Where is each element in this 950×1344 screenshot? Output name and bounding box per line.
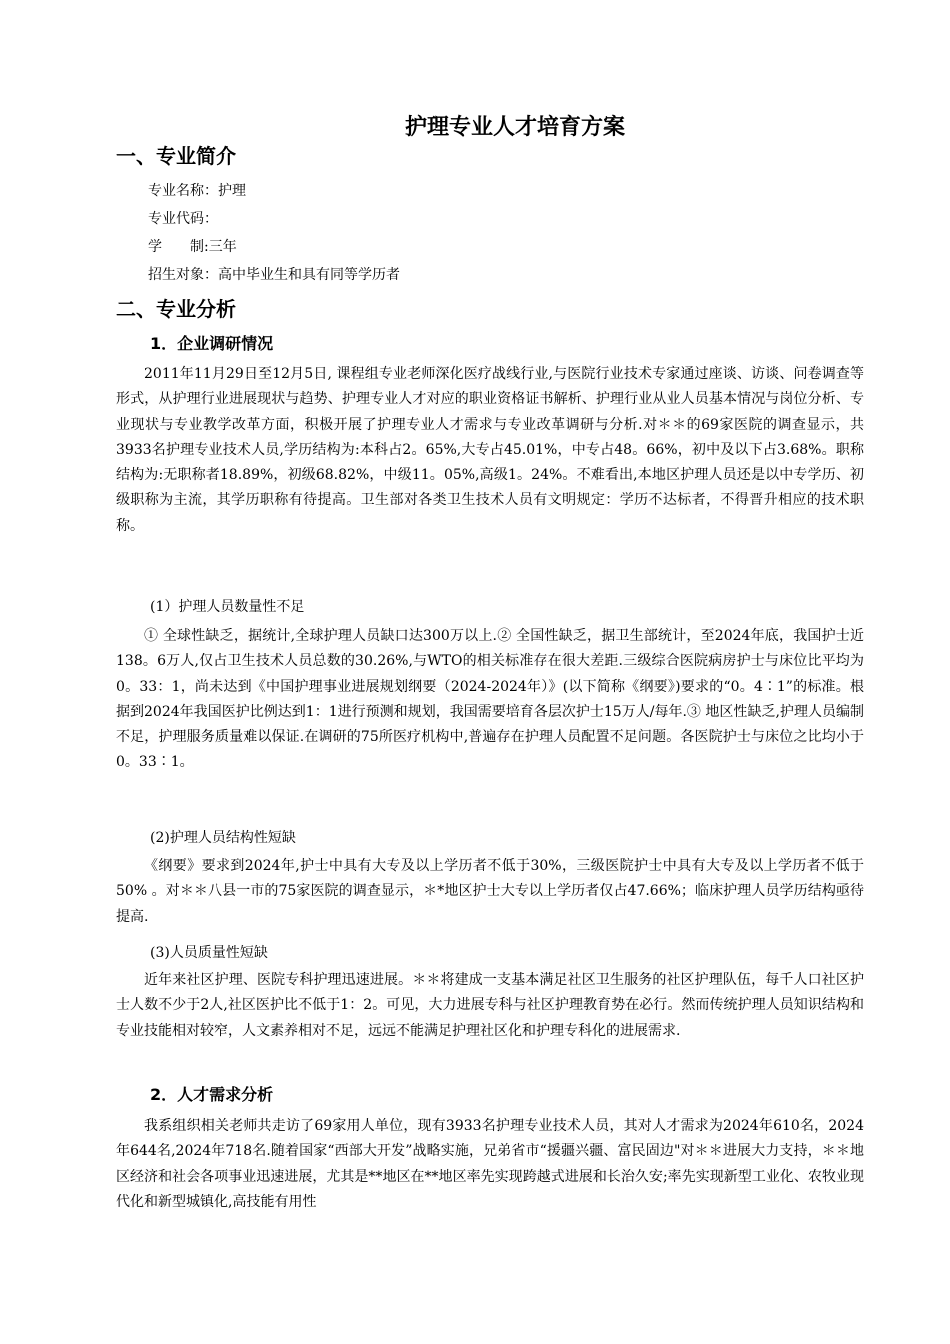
section-heading-analysis: 二、专业分析 bbox=[116, 297, 236, 321]
section-heading-intro: 一、专业简介 bbox=[116, 144, 236, 168]
document-title: 护理专业人才培育方案 bbox=[404, 115, 625, 140]
paragraph-structure: 《纲要》要求到2024年,护士中具有大专及以上学历者不低于30%，三级医院护士中具有大专及以上学历者不低于50% 。对＊＊八县一市的75家医院的调查显示，＊*地区护士大专以上学历者仅占47.66%；临床护理人员学历结构亟待提高. bbox=[116, 858, 864, 925]
subsection-heading-demand: 2．人才需求分析 bbox=[150, 1085, 274, 1104]
point-heading-structure: (2)护理人员结构性短缺 bbox=[150, 830, 296, 846]
enrollment-target: 招生对象：高中毕业生和具有同等学历者 bbox=[148, 267, 400, 283]
subsection-heading-survey: 1．企业调研情况 bbox=[150, 334, 274, 353]
point-heading-quality: (3)人员质量性短缺 bbox=[150, 945, 268, 961]
paragraph-demand: 我系组织相关老师共走访了69家用人单位，现有3933名护理专业技术人员，其对人才需求为2024年610名，2024年644名,2024年718名.随着国家“西部大开发”战略实施，兄弟省市“援疆兴疆、富民固边"对＊＊进展大力支持，＊＊地区经济和社会各项事业迅速进展，尤其是**地区在**地区率先实现跨越式进展和长治久安;率先实现新型工业化、农牧业现代化和新型城镇化,高技能有用性 bbox=[116, 1118, 864, 1210]
paragraph-quantity: ① 全球性缺乏，据统计,全球护理人员缺口达300万以上.② 全国性缺乏，据卫生部统计，至2024年底，我国护士近138。6万人,仅占卫生技术人员总数的30.26%,与WTO的相关标准存在很大差距.三级综合医院病房护士与床位比平均为0。33：1，尚未达到《中国护理事业进展规划纲要（2024-2024年）》(以下简称《纲要》)要求的“0。4∶1”的标准。根据到2024年我国医护比例达到1：1进行预测和规划，我国需要培育各层次护士15万人/每年.③ 地区性缺乏,护理人员编制不足，护理服务质量难以保证.在调研的75所医疗机构中,普遍存在护理人员配置不足问题。各医院护士与床位之比均小于0。33∶1。 bbox=[116, 628, 864, 771]
paragraph-survey: 2011年11月29日至12月5日, 课程组专业老师深化医疗战线行业,与医院行业技术专家通过座谈、访谈、问卷调查等形式，从护理行业进展现状与趋势、护理专业人才对应的职业资格证书解析、护理行业从业人员基本情况与岗位分析、专业现状与专业教学改革方面，积极开展了护理专业人才需求与专业改革调研与分析.对＊＊的69家医院的调查显示，共3933名护理专业技术人员,学历结构为:本科占2。65%,大专占45.01%，中专占48。66%，初中及以下占3.68%。职称结构为:无职称者18.89%，初级68.82%，中级11。05%,高级1。24%。不难看出,本地区护理人员还是以中专学历、初级职称为主流，其学历职称有待提高。卫生部对各类卫生技术人员有文明规定：学历不达标者，不得晋升相应的技术职称。 bbox=[116, 366, 864, 534]
major-name: 专业名称：护理 bbox=[148, 183, 246, 199]
study-length: 学 制:三年 bbox=[148, 239, 237, 255]
paragraph-quality: 近年来社区护理、医院专科护理迅速进展。＊＊将建成一支基本满足社区卫生服务的社区护理队伍，每千人口社区护士人数不少于2人,社区医护比不低于1：2。可见，大力进展专科与社区护理教育势在必行。然而传统护理人员知识结构和专业技能相对较窄，人文素养相对不足，远远不能满足护理社区化和护理专科化的进展需求. bbox=[116, 972, 864, 1039]
point-heading-quantity: (1）护理人员数量性不足 bbox=[150, 599, 305, 615]
major-code: 专业代码： bbox=[148, 211, 218, 227]
